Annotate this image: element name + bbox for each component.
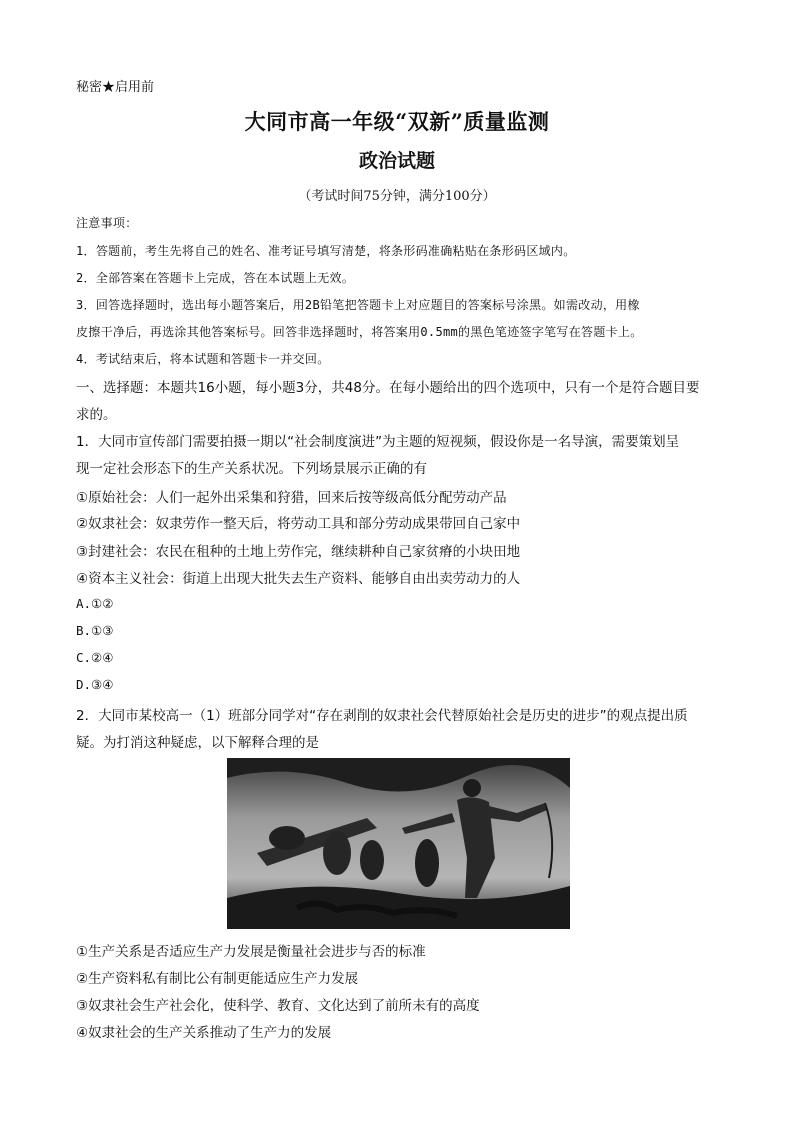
q2-statement: ①生产关系是否适应生产力发展是衡量社会进步与否的标准 bbox=[76, 944, 426, 960]
section-heading-cont: 求的。 bbox=[76, 407, 117, 423]
notice-item: 1．答题前，考生先将自己的姓名、准考证号填写清楚，将条形码准确粘贴在条形码区域内。 bbox=[76, 244, 576, 258]
q2-statement: ③奴隶社会生产社会化，使科学、教育、文化达到了前所未有的高度 bbox=[76, 998, 480, 1014]
q1-option-c[interactable]: C.②④ bbox=[76, 650, 114, 665]
exam-info: （考试时间75分钟，满分100分） bbox=[298, 189, 496, 204]
notice-item: 4．考试结束后，将本试题和答题卡一并交回。 bbox=[76, 352, 330, 366]
exam-title: 大同市高一年级“双新”质量监测 bbox=[244, 109, 550, 134]
notice-item: 皮擦干净后，再选涂其他答案标号。回答非选择题时，将答案用0.5mm的黑色笔迹签字笔写在答题卡上。 bbox=[76, 325, 643, 339]
q2-statement: ④奴隶社会的生产关系推动了生产力的发展 bbox=[76, 1025, 332, 1041]
q1-option-b[interactable]: B.①③ bbox=[76, 623, 114, 638]
q1-statement: ①原始社会：人们一起外出采集和狩猎，回来后按等级高低分配劳动产品 bbox=[76, 490, 507, 506]
q1-option-a[interactable]: A.①② bbox=[76, 596, 114, 611]
slavery-illustration bbox=[227, 758, 570, 929]
q2-statement: ②生产资料私有制比公有制更能适应生产力发展 bbox=[76, 971, 359, 987]
notice-item: 3．回答选择题时，选出每小题答案后，用2B铅笔把答题卡上对应题目的答案标号涂黑。如需改动，用橡 bbox=[76, 298, 640, 312]
q1-option-d[interactable]: D.③④ bbox=[76, 677, 114, 692]
q1-statement: ③封建社会：农民在租种的土地上劳作完，继续耕种自己家贫瘠的小块田地 bbox=[76, 544, 521, 560]
q1-statement: ④资本主义社会：街道上出现大批失去生产资料、能够自由出卖劳动力的人 bbox=[76, 571, 521, 587]
confidential-mark: 秘密★启用前 bbox=[76, 80, 155, 95]
q1-stem: 1．大同市宣传部门需要拍摄一期以“社会制度演进”为主题的短视频，假设你是一名导演，需要策划呈 bbox=[76, 434, 680, 450]
q2-stem-cont: 疑。为打消这种疑虑，以下解释合理的是 bbox=[76, 735, 319, 751]
section-heading: 一、选择题：本题共16小题，每小题3分，共48分。在每小题给出的四个选项中，只有一个是符合题目要 bbox=[76, 380, 700, 396]
subject-title: 政治试题 bbox=[358, 150, 435, 172]
notice-item: 2．全部答案在答题卡上完成，答在本试题上无效。 bbox=[76, 271, 355, 285]
slavery-illustration-drawing bbox=[227, 758, 570, 929]
q1-statement: ②奴隶社会：奴隶劳作一整天后，将劳动工具和部分劳动成果带回自己家中 bbox=[76, 516, 521, 532]
notice-heading: 注意事项： bbox=[76, 216, 138, 230]
q2-stem: 2．大同市某校高一（1）班部分同学对“存在剥削的奴隶社会代替原始社会是历史的进步”的观点提出质 bbox=[76, 708, 688, 724]
q1-stem-cont: 现一定社会形态下的生产关系状况。下列场景展示正确的有 bbox=[76, 461, 427, 477]
